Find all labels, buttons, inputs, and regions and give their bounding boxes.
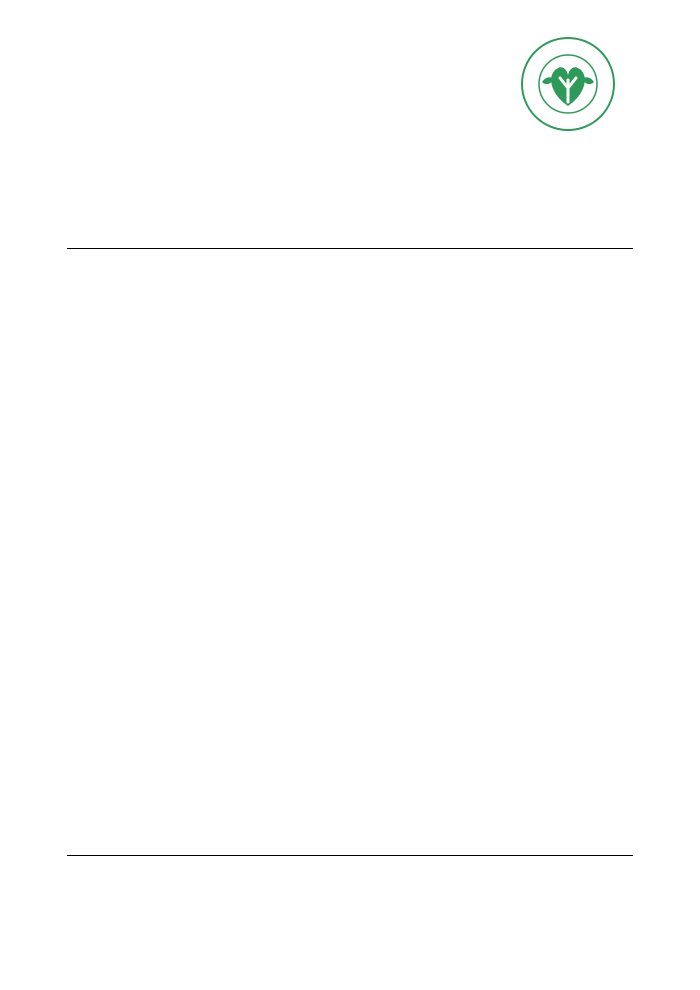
footer-divider [67,855,633,856]
logo-seal-icon [520,36,616,132]
header-divider [67,248,633,249]
association-logo [520,36,616,132]
